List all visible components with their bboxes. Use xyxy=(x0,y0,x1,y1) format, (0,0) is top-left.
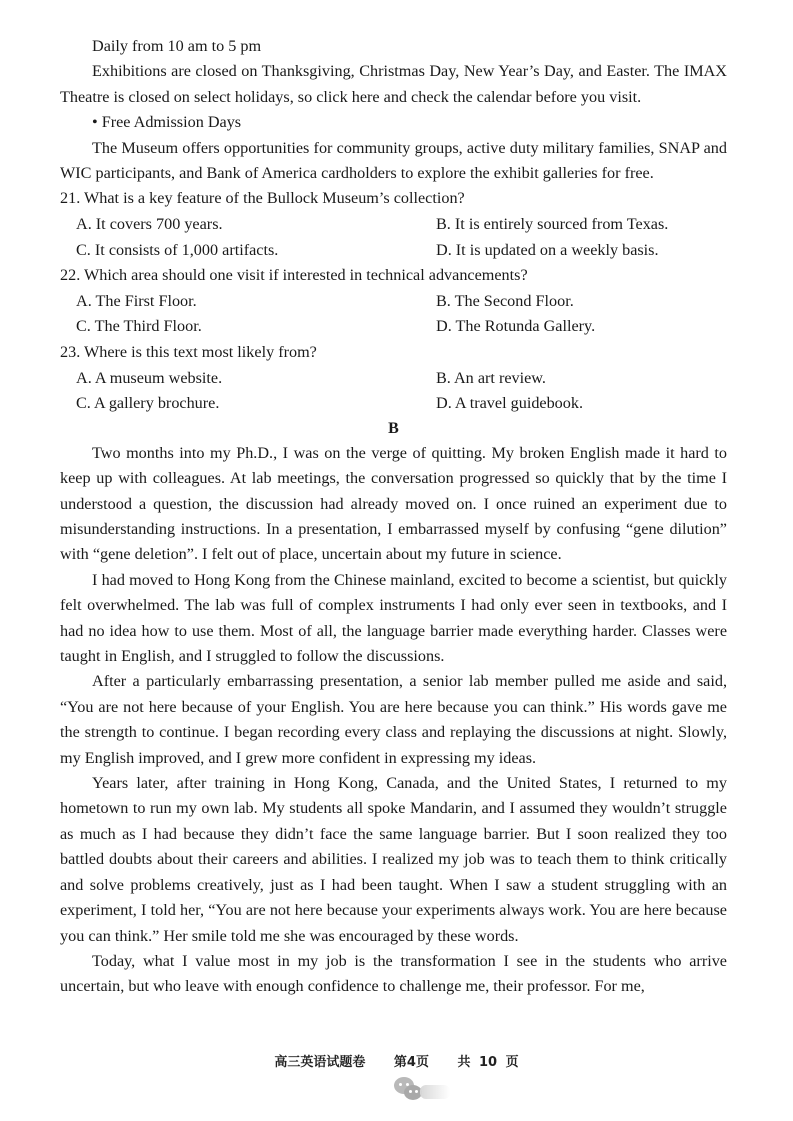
passage-b-paragraph-2: I had moved to Hong Kong from the Chinese mainland, excited to become a scientist, but quickly felt overwhelmed. The lab was full of complex instruments I had only ever seen in textbooks, and I had no idea how to use them. Most of all, the language barrier made everything harder. Classes were taught in English, and I struggled to follow the discussions. xyxy=(60,570,727,666)
question-stem: 21. What is a key feature of the Bullock Museum’s collection? xyxy=(60,189,465,208)
option-a: A. It covers 700 years. xyxy=(76,215,223,234)
option-d: D. The Rotunda Gallery. xyxy=(436,317,596,336)
passage-b-paragraph-1: Two months into my Ph.D., I was on the verge of quitting. My broken English made it hard to keep up with colleagues. At lab meetings, the conversation progressed so quickly that by the time I understood a question, the discussion had already moved on. I once ruined an experiment due to misunderstanding instructions. In a presentation, I embarrassed myself by confusing “gene dilution” with “gene deletion”. I felt out of place, uncertain about my future in science. xyxy=(60,443,727,564)
question-stem: 23. Where is this text most likely from? xyxy=(60,343,317,361)
total-pages: 共 10 页 xyxy=(457,1055,519,1070)
opening-hours: Daily from 10 am to 5 pm xyxy=(92,37,262,55)
watermark-smudge xyxy=(420,1085,450,1099)
exam-title: 高三英语试题卷 xyxy=(274,1055,366,1070)
page-number: 第4页 xyxy=(393,1055,429,1070)
passage-b-paragraph-5: Today, what I value most in my job is the transformation I see in the students who arrive uncertain, but who leave with enough confidence to challenge me, their professor. For me, xyxy=(60,951,727,996)
free-admission-paragraph: The Museum offers opportunities for community groups, active duty military families, SNAP and WIC participants, and Bank of America cardholders to explore the exhibit galleries for free. xyxy=(60,138,727,183)
options xyxy=(60,289,727,340)
option-c: C. It consists of 1,000 artifacts. xyxy=(76,240,279,259)
option-a: A. A museum website. xyxy=(76,368,223,387)
free-admission-heading: • Free Admission Days xyxy=(92,113,242,132)
option-d: D. It is updated on a weekly basis. xyxy=(436,240,659,259)
options xyxy=(60,212,727,263)
option-b: B. The Second Floor. xyxy=(436,291,574,310)
question-stem: 22. Which area should one visit if interested in technical advancements? xyxy=(60,266,528,285)
exam-page xyxy=(60,34,727,1000)
passage-b-paragraph-4: Years later, after training in Hong Kong, Canada, and the United States, I returned to my hometown to run my own lab. My students all spoke Mandarin, and I assumed they wouldn’t struggle as much as I had because they didn’t face the same language barrier. But I soon realized they too battled doubts about their careers and abilities. I realized my job was to teach them to think critically and solve problems creatively, just as I had been taught. When I saw a student struggling with an experiment, I told her, “You are not here because your experiments always work. You are here because you can think.” Her smile told me she was encouraged by these words. xyxy=(60,774,727,945)
options xyxy=(60,366,727,417)
question-23 xyxy=(60,340,727,417)
option-b: B. An art review. xyxy=(436,368,546,387)
option-b: B. It is entirely sourced from Texas. xyxy=(436,215,669,234)
section-b-heading: B xyxy=(388,419,399,437)
option-c: C. The Third Floor. xyxy=(76,317,202,336)
passage-b-paragraph-3: After a particularly embarrassing presentation, a senior lab member pulled me aside and said, “You are not here because of your English. You are here because you can think.” His words gave me the strength to continue. I began recording every class and replaying the discussions at night. Slowly, my English improved, and I grew more confident in expressing my ideas. xyxy=(60,672,727,767)
option-d: D. A travel guidebook. xyxy=(436,394,584,413)
option-a: A. The First Floor. xyxy=(76,291,197,310)
option-c: C. A gallery brochure. xyxy=(76,394,220,413)
question-22 xyxy=(60,263,727,340)
question-21 xyxy=(60,186,727,263)
closures-paragraph: Exhibitions are closed on Thanksgiving, Christmas Day, New Year’s Day, and Easter. The IMAX Theatre is closed on select holidays, so click here and check the calendar before you visit. xyxy=(60,62,727,106)
page-footer xyxy=(0,1051,793,1070)
